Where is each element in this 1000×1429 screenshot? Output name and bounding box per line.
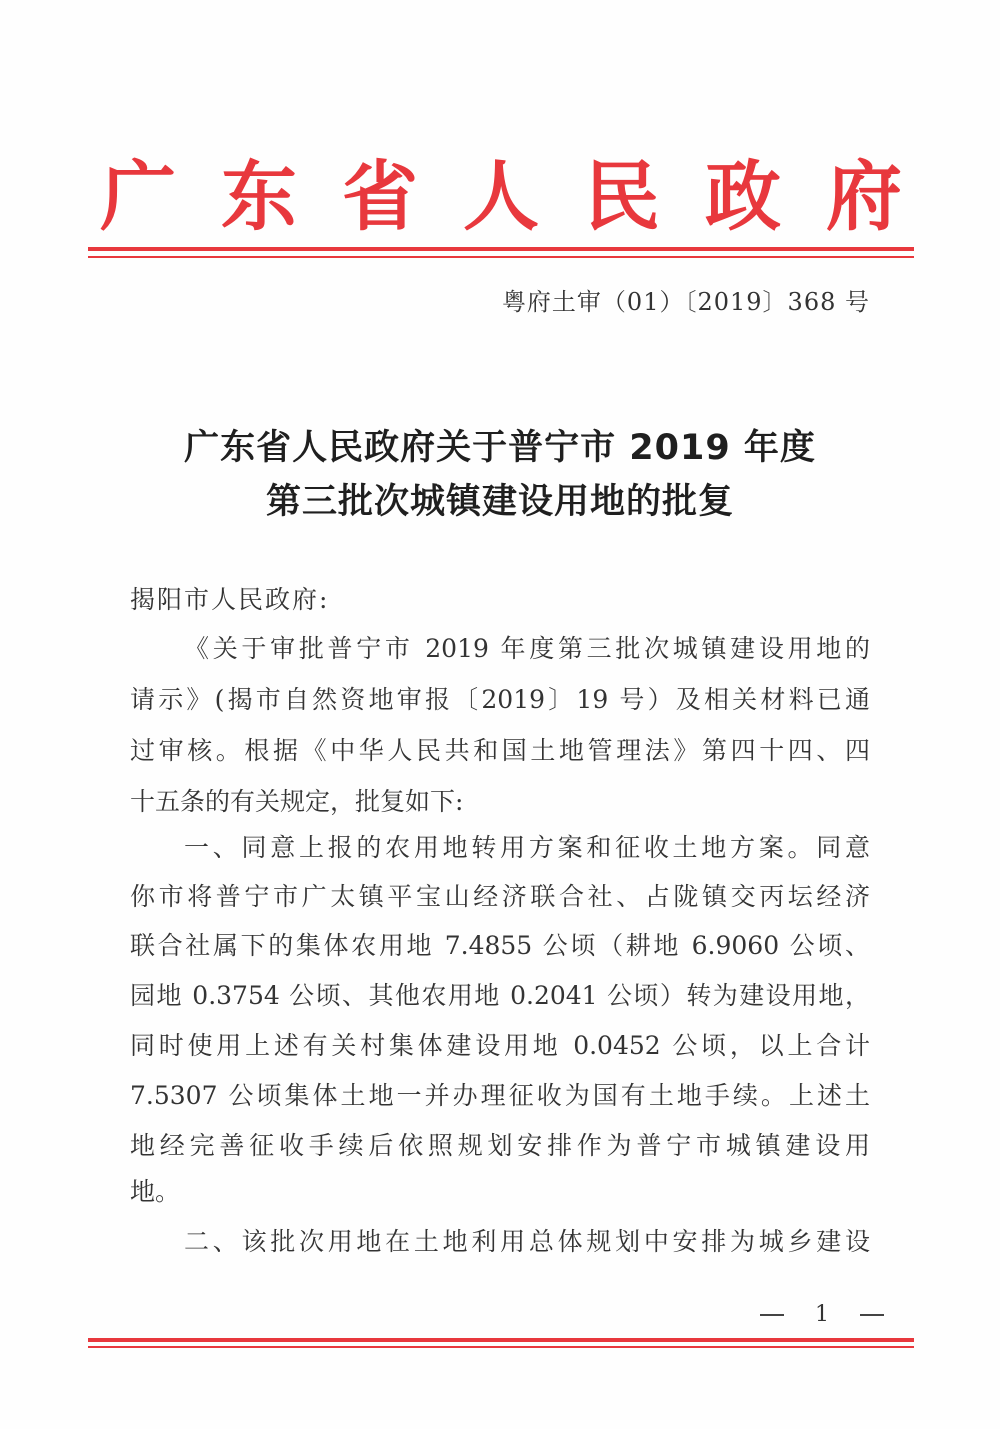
- document-title-line-1: 广东省人民政府关于普宁市 2019 年度: [184, 428, 816, 468]
- body-line: 联合社属下的集体农用地 7.4855 公顷（耕地 6.9060 公顷、: [130, 931, 870, 960]
- masthead-char: 府: [826, 151, 902, 241]
- body-line: 一、同意上报的农用地转用方案和征收土地方案。同意: [184, 833, 870, 862]
- body-line: 园地 0.3754 公顷、其他农用地 0.2041 公顷）转为建设用地，: [130, 981, 870, 1010]
- footer-red-rule-thick: [88, 1338, 914, 1342]
- issuing-authority-masthead: [88, 140, 914, 240]
- addressee: 揭阳市人民政府:: [130, 585, 330, 614]
- footer-red-rule-thin: [88, 1346, 914, 1348]
- body-line: 7.5307 公顷集体土地一并办理征收为国有土地手续。上述土: [130, 1081, 870, 1110]
- document-number: 粤府土审（01）〔2019〕368 号: [501, 288, 870, 316]
- header-red-rule-thin: [88, 256, 914, 258]
- masthead-char: 人: [463, 151, 539, 241]
- page-number-dash-right: [860, 1314, 884, 1316]
- document-title-line-2: 第三批次城镇建设用地的批复: [265, 482, 734, 522]
- body-line: 地经完善征收手续后依照规划安排作为普宁市城镇建设用: [130, 1131, 870, 1160]
- header-red-rule-thick: [88, 247, 914, 251]
- body-line: 地。: [130, 1177, 181, 1206]
- body-line: 过审核。根据《中华人民共和国土地管理法》第四十四、四: [130, 736, 870, 765]
- body-line: 你市将普宁市广太镇平宝山经济联合社、占陇镇交丙坛经济: [130, 882, 870, 911]
- body-line: 请示》(揭市自然资地审报〔2019〕19 号）及相关材料已通: [130, 685, 870, 714]
- page-number-dash-left: [760, 1314, 784, 1316]
- masthead-char: 省: [342, 151, 418, 241]
- masthead-char: 广: [100, 151, 176, 241]
- body-line: 十五条的有关规定，批复如下:: [130, 787, 464, 816]
- masthead-char: 政: [705, 151, 781, 241]
- masthead-char: 民: [584, 151, 660, 241]
- body-line: 二、该批次用地在土地利用总体规划中安排为城乡建设: [184, 1227, 870, 1256]
- page-number: [760, 1302, 884, 1327]
- masthead-char: 东: [221, 151, 297, 241]
- page-number-value: 1: [815, 1302, 829, 1327]
- body-line: 《关于审批普宁市 2019 年度第三批次城镇建设用地的: [184, 634, 870, 663]
- body-line: 同时使用上述有关村集体建设用地 0.0452 公顷，以上合计: [130, 1031, 870, 1060]
